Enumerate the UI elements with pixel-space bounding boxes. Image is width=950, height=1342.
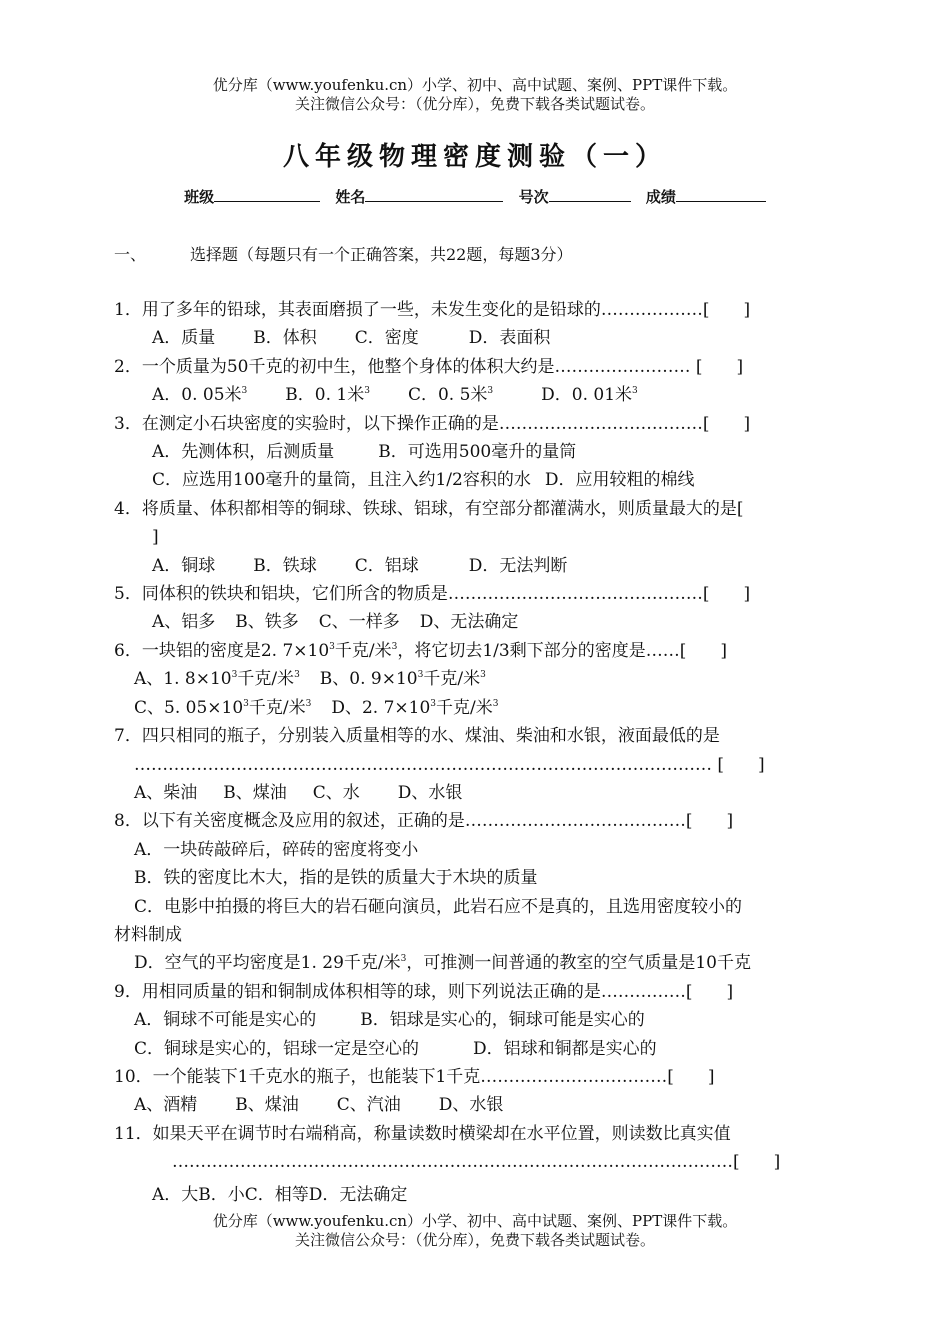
option-c[interactable]: C、汽油 bbox=[336, 1095, 401, 1116]
question-8-stem: 8．以下有关密度概念及应用的叙述，正确的是…………………………………[ ] bbox=[114, 811, 734, 832]
option-a[interactable]: A．0. 05米$^3$ bbox=[152, 385, 248, 406]
header-line-2: 关注微信公众号：（优分库），免费下载各类试题试卷。 bbox=[294, 95, 655, 113]
option-a[interactable]: A、柴油 bbox=[134, 782, 198, 803]
option-c[interactable]: C．应选用100毫升的量筒，且注入约1/2容积的水 bbox=[152, 470, 531, 491]
question-10-options bbox=[114, 1091, 834, 1119]
top-watermark-header bbox=[0, 76, 950, 114]
question-9-options-row1 bbox=[114, 1006, 834, 1034]
page-title: 八年级物理密度测验（一） bbox=[282, 142, 667, 172]
option-b[interactable]: B．铁球 bbox=[253, 555, 317, 576]
question-4-stem: 4．将质量、体积都相等的铜球、铁球、铝球，有空部分都灌满水，则质量最大的是[ bbox=[114, 498, 744, 519]
footer-line-2: 关注微信公众号：（优分库），免费下载各类试题试卷。 bbox=[294, 1231, 655, 1249]
class-label: 班级 bbox=[184, 188, 215, 206]
option-c[interactable]: C．0. 5米$^3$ bbox=[407, 385, 494, 406]
option-b[interactable]: B、0. $9\times 10^3$千克/米$^3$ bbox=[319, 669, 486, 690]
question-2-stem: 2．一个质量为50千克的初中生，他整个身体的体积大约是…………………… [ ] bbox=[114, 356, 744, 377]
option-c[interactable]: C．铜球是实心的，铝球一定是空心的 bbox=[134, 1038, 420, 1059]
question-7-stem: 7．四只相同的瓶子，分别装入质量相等的水、煤油、柴油和水银，液面最低的是 bbox=[114, 726, 720, 747]
score-field[interactable] bbox=[676, 187, 766, 202]
option-b[interactable]: B、煤油 bbox=[223, 782, 287, 803]
question-8-option-a[interactable]: A．一块砖敲碎后，碎砖的密度将变小 bbox=[134, 839, 419, 860]
footer-line-1: 优分库（www.youfenku.cn）小学、初中、高中试题、案例、PPT课件下载。 bbox=[212, 1212, 738, 1230]
question-8-option-c[interactable]: C．电影中拍摄的将巨大的岩石砸向演员，此岩石应不是真的，且选用密度较小的 bbox=[134, 896, 743, 917]
option-a[interactable]: A．铜球不可能是实心的 bbox=[134, 1010, 317, 1031]
question-2-options bbox=[114, 381, 834, 409]
question-7-stem-cont: ………………………………………………………………………………………… [ ] bbox=[134, 754, 765, 775]
bottom-watermark-footer bbox=[0, 1212, 950, 1250]
option-d[interactable]: D．铝球和铜都是实心的 bbox=[473, 1038, 657, 1059]
question-3-stem: 3．在测定小石块密度的实验时，以下操作正确的是………………………………[ ] bbox=[114, 413, 751, 434]
option-a[interactable]: A、1. $8\times 10^3$千克/米$^3$ bbox=[134, 669, 300, 690]
question-11-options[interactable]: A．大B．小C．相等D．无法确定 bbox=[152, 1184, 408, 1205]
option-d[interactable]: D、水银 bbox=[438, 1095, 504, 1116]
question-8-option-c-cont: 材料制成 bbox=[114, 924, 182, 945]
name-field[interactable] bbox=[365, 187, 503, 202]
option-d[interactable]: D、无法确定 bbox=[419, 612, 519, 633]
question-3-options-row2 bbox=[114, 466, 834, 494]
option-d[interactable]: D、水银 bbox=[397, 782, 463, 803]
section-text: 选择题（每题只有一个正确答案，共22题，每题3分） bbox=[190, 245, 573, 264]
student-info-row bbox=[0, 186, 950, 207]
option-b[interactable]: B、铁多 bbox=[235, 612, 299, 633]
option-a[interactable]: A．先测体积，后测质量 bbox=[152, 442, 335, 463]
question-5-stem: 5．同体积的铁块和铝块，它们所含的物质是………………………………………[ ] bbox=[114, 584, 751, 605]
question-10-stem: 10．一个能装下1千克水的瓶子，也能装下1千克……………………………[ ] bbox=[114, 1066, 715, 1087]
option-d[interactable]: D．表面积 bbox=[468, 328, 551, 349]
question-5-options bbox=[114, 608, 834, 636]
section-number: 一、 bbox=[114, 245, 147, 264]
number-label: 号次 bbox=[518, 188, 549, 206]
option-c[interactable]: C．铝球 bbox=[354, 555, 419, 576]
option-d[interactable]: D．无法判断 bbox=[468, 555, 568, 576]
question-6-options-row2 bbox=[114, 694, 834, 722]
option-a[interactable]: A、铝多 bbox=[152, 612, 216, 633]
question-11-stem-cont: ………………………………………………………………………………………[ ] bbox=[172, 1152, 781, 1173]
question-9-stem: 9．用相同质量的铝和铜制成体积相等的球，则下列说法正确的是……………[ ] bbox=[114, 981, 734, 1002]
header-line-1: 优分库（www.youfenku.cn）小学、初中、高中试题、案例、PPT课件下载。 bbox=[212, 76, 738, 94]
option-a[interactable]: A．质量 bbox=[152, 328, 216, 349]
question-9-options-row2 bbox=[114, 1035, 834, 1063]
option-a[interactable]: A、酒精 bbox=[134, 1095, 198, 1116]
question-11-stem: 11．如果天平在调节时右端稍高，称量读数时横梁却在水平位置，则读数比真实值 bbox=[114, 1123, 731, 1144]
option-b[interactable]: B．0. 1米$^3$ bbox=[285, 385, 370, 406]
option-b[interactable]: B．可选用500毫升的量筒 bbox=[378, 442, 577, 463]
number-field[interactable] bbox=[549, 187, 631, 202]
question-1-stem: 1．用了多年的铅球，其表面磨损了一些，未发生变化的是铅球的………………[ ] bbox=[114, 300, 751, 320]
option-c[interactable]: C、水 bbox=[312, 782, 360, 803]
question-8-option-d[interactable]: D．空气的平均密度是1. 29千克/米$^3$，可推测一间普通的教室的空气质量是10千克 bbox=[134, 953, 751, 974]
score-label: 成绩 bbox=[645, 188, 676, 206]
option-a[interactable]: A．铜球 bbox=[152, 555, 216, 576]
question-4-stem-cont: ] bbox=[152, 527, 159, 548]
question-3-options-row1 bbox=[114, 438, 834, 466]
option-b[interactable]: B．铝球是实心的，铜球可能是实心的 bbox=[360, 1010, 645, 1031]
option-c[interactable]: C．密度 bbox=[354, 328, 419, 349]
option-b[interactable]: B．体积 bbox=[253, 328, 317, 349]
name-label: 姓名 bbox=[335, 188, 366, 206]
question-list bbox=[114, 296, 834, 1209]
option-d[interactable]: D．0. 01米$^3$ bbox=[541, 385, 638, 406]
option-d[interactable]: D．应用较粗的棉线 bbox=[544, 470, 695, 491]
option-d[interactable]: D、2. $7\times 10^3$千克/米$^3$ bbox=[331, 697, 499, 718]
class-field[interactable] bbox=[214, 187, 320, 202]
question-4-options bbox=[114, 552, 834, 580]
question-7-options bbox=[114, 779, 834, 807]
question-8-option-b[interactable]: B．铁的密度比木大，指的是铁的质量大于木块的质量 bbox=[134, 868, 538, 889]
question-6-options-row1 bbox=[114, 665, 834, 693]
option-c[interactable]: C、5. $05\times 10^3$千克/米$^3$ bbox=[134, 697, 312, 718]
option-b[interactable]: B、煤油 bbox=[235, 1095, 299, 1116]
question-1-options bbox=[114, 324, 834, 352]
question-6-stem: 6．一块铝的密度是2. $7\times 10^3$千克/米$^3$，将它切去1/3剩下部分的密度是……[ ] bbox=[114, 640, 727, 661]
section-heading bbox=[114, 242, 573, 265]
option-c[interactable]: C、一样多 bbox=[318, 612, 400, 633]
